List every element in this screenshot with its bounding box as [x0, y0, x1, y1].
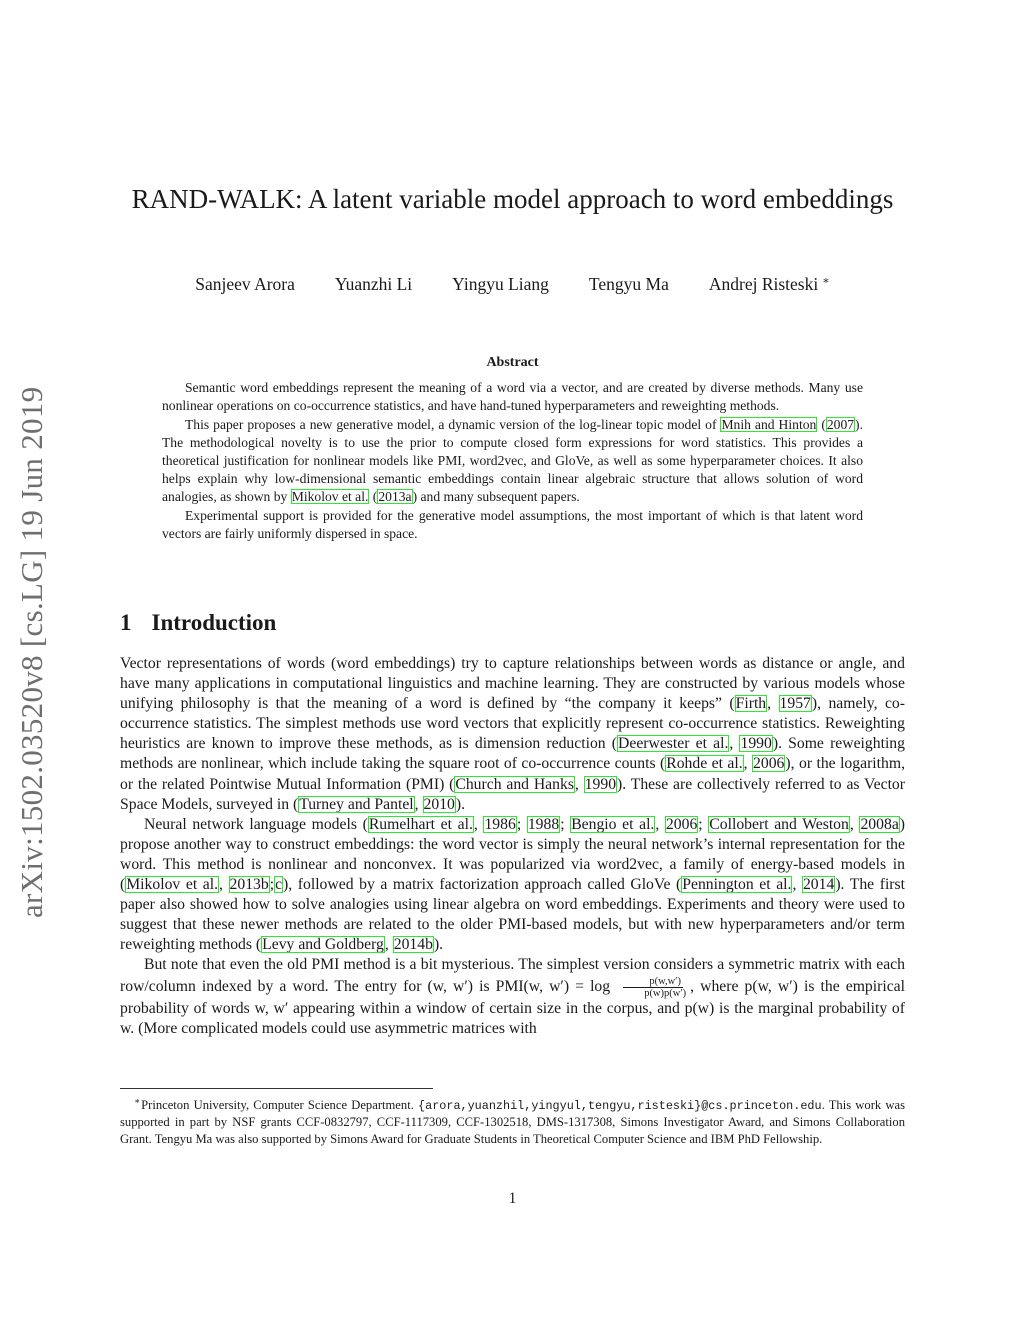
citation-link[interactable]: Mikolov et al.	[126, 876, 218, 894]
citation-link[interactable]: Rohde et al.	[666, 755, 743, 773]
page-number: 1	[508, 1190, 517, 1207]
citation-link[interactable]: 2008a	[860, 815, 899, 833]
citation-link[interactable]: Levy and Goldberg	[262, 936, 384, 954]
abstract-paragraph: Semantic word embeddings represent the meaning of a word via a vector, and are created by diverse methods. Many use nonlinear operations on co-occurrence statistics, and have hand-tuned hyperparameters and reweighting methods.	[162, 380, 863, 414]
body-paragraph: But note that even the old PMI method is a bit mysterious. The simplest version considers a symmetric matrix with each row/column indexed by a word. The entry for (w, w′) is PMI(w, w′) = log $\frac{p(w,w')}{p(w)p(w')}$ , where p(w, w′) is the empirical probability of words w, w′ appearing within a window of certain size in the corpus, and p(w) is the marginal probability of w. (More complicated models could use asymmetric matrices with	[120, 956, 905, 1037]
citation-link[interactable]: 1990	[584, 775, 617, 793]
citation-link[interactable]: 2013a	[378, 489, 412, 505]
citation-link[interactable]: 2006	[665, 815, 698, 833]
abstract-paragraph: This paper proposes a new generative model, a dynamic version of the log-linear topic model of Mnih and Hinton (2007). The methodological novelty is to use the prior to compute closed form expressions for word statistics. This provides a theoretical justification for nonlinear models like PMI, word2vec, and GloVe, as well as some hyperparameter choices. It also helps explain why low-dimensional semantic embeddings contain linear algebraic structure that allows solution of word analogies, as shown by Mikolov et al. (2013a) and many subsequent papers.	[162, 416, 863, 505]
citation-link[interactable]: Pennington et al.	[682, 876, 792, 894]
pmi-fraction: $\frac{p(w,w')}{p(w)p(w')}$	[618, 976, 688, 999]
citation-link[interactable]: 1957	[779, 695, 811, 713]
author: Tengyu Ma	[588, 274, 669, 294]
arxiv-stamp: arXiv:1502.03520v8 [cs.LG] 19 Jun 2019	[14, 386, 49, 919]
abstract	[162, 354, 863, 543]
citation-link[interactable]: Collobert and Weston	[709, 815, 849, 833]
section-heading: 1 Introduction	[120, 610, 277, 635]
author: Sanjeev Arora	[195, 274, 295, 294]
citation-link[interactable]: 2013b	[229, 876, 269, 894]
citation-link[interactable]: Turney and Pantel	[299, 795, 414, 813]
citation-link[interactable]: 2007	[826, 416, 855, 432]
citation-link[interactable]: Mikolov et al.	[291, 489, 369, 505]
body-paragraph: Vector representations of words (word embeddings) try to capture relationships between words as distance or angle, and have many applications in computational linguistics and machine learning. They are constructed by various models whose unifying philosophy is that the meaning of a word is defined by “the company it keeps” (Firth, 1957), namely, co-occurrence statistics. The simplest methods use word vectors that explicitly represent co-occurrence statistics. Reweighting heuristics are known to improve these methods, as is dimension reduction (Deerwester et al., 1990). Some reweighting methods are nonlinear, which include taking the square root of co-occurrence counts (Rohde et al., 2006), or the logarithm, or the related Pointwise Mutual Information (PMI) (Church and Hanks, 1990). These are collectively referred to as Vector Space Models, surveyed in (Turney and Pantel, 2010).	[120, 655, 906, 813]
paper-title: RAND-WALK: A latent variable model approach to word embeddings	[131, 184, 894, 214]
body-paragraph: Neural network language models (Rumelhart et al., 1986; 1988; Bengio et al., 2006; Collobert and Weston, 2008a) propose another way to construct embeddings: the word vector is simply the neural network’s internal representation for the word. This method is nonlinear and nonconvex. It was popularized via word2vec, a family of energy-based models in (Mikolov et al., 2013b;c), followed by a matrix factorization approach called GloVe (Pennington et al., 2014). The first paper also showed how to solve analogies using linear algebra on word embeddings. Experiments and theory were used to suggest that these newer methods are related to the older PMI-based models, but with new hyperparameters and/or term reweighting methods (Levy and Goldberg, 2014b).	[120, 815, 906, 954]
footnote-divider	[120, 1088, 433, 1089]
abstract-paragraph: Experimental support is provided for the generative model assumptions, the most important of which is that latent word vectors are fairly uniformly dispersed in space.	[162, 507, 863, 541]
author-footnote-mark[interactable]: ∗	[822, 275, 830, 287]
author-emails: {arora,yuanzhil,yingyul,tengyu,risteski}@cs.princeton.edu	[418, 1099, 822, 1113]
citation-link[interactable]: Church and Hanks	[455, 775, 574, 793]
citation-link[interactable]: 2014b	[393, 936, 433, 954]
citation-link[interactable]: 2006	[753, 755, 785, 773]
footnote: ∗Princeton University, Computer Science Department. {arora,yuanzhil,yingyul,tengyu,risteski}@cs.princeton.edu. This work was supported in part by NSF grants CCF-0832797, CCF-1117309, CCF-1302518, DMS-1317308, Simons Investigator Award, and Simons Collaboration Grant. Tengyu Ma was also supported by Simons Award for Graduate Students in Theoretical Computer Science and IBM PhD Fellowship.	[120, 1096, 905, 1146]
author: Andrej Risteski ∗	[708, 274, 830, 294]
citation-link[interactable]: Bengio et al.	[571, 815, 655, 833]
citation-link[interactable]: Deerwester et al.	[618, 735, 729, 753]
citation-link[interactable]: 1990	[740, 735, 772, 753]
citation-link[interactable]: 2014	[802, 876, 835, 894]
citation-link[interactable]: 1988	[527, 815, 560, 833]
citation-link[interactable]: Mnih and Hinton	[721, 416, 817, 432]
author-list	[120, 274, 905, 295]
citation-link[interactable]: Firth	[735, 695, 767, 713]
citation-link[interactable]: Rumelhart et al.	[368, 815, 473, 833]
author: Yuanzhi Li	[334, 274, 413, 294]
citation-link[interactable]: c	[275, 876, 283, 894]
citation-link[interactable]: 2010	[423, 795, 455, 813]
abstract-heading: Abstract	[486, 355, 539, 370]
intro-body	[120, 654, 905, 1039]
author: Yingyu Liang	[452, 274, 549, 294]
citation-link[interactable]: 1986	[484, 815, 516, 833]
